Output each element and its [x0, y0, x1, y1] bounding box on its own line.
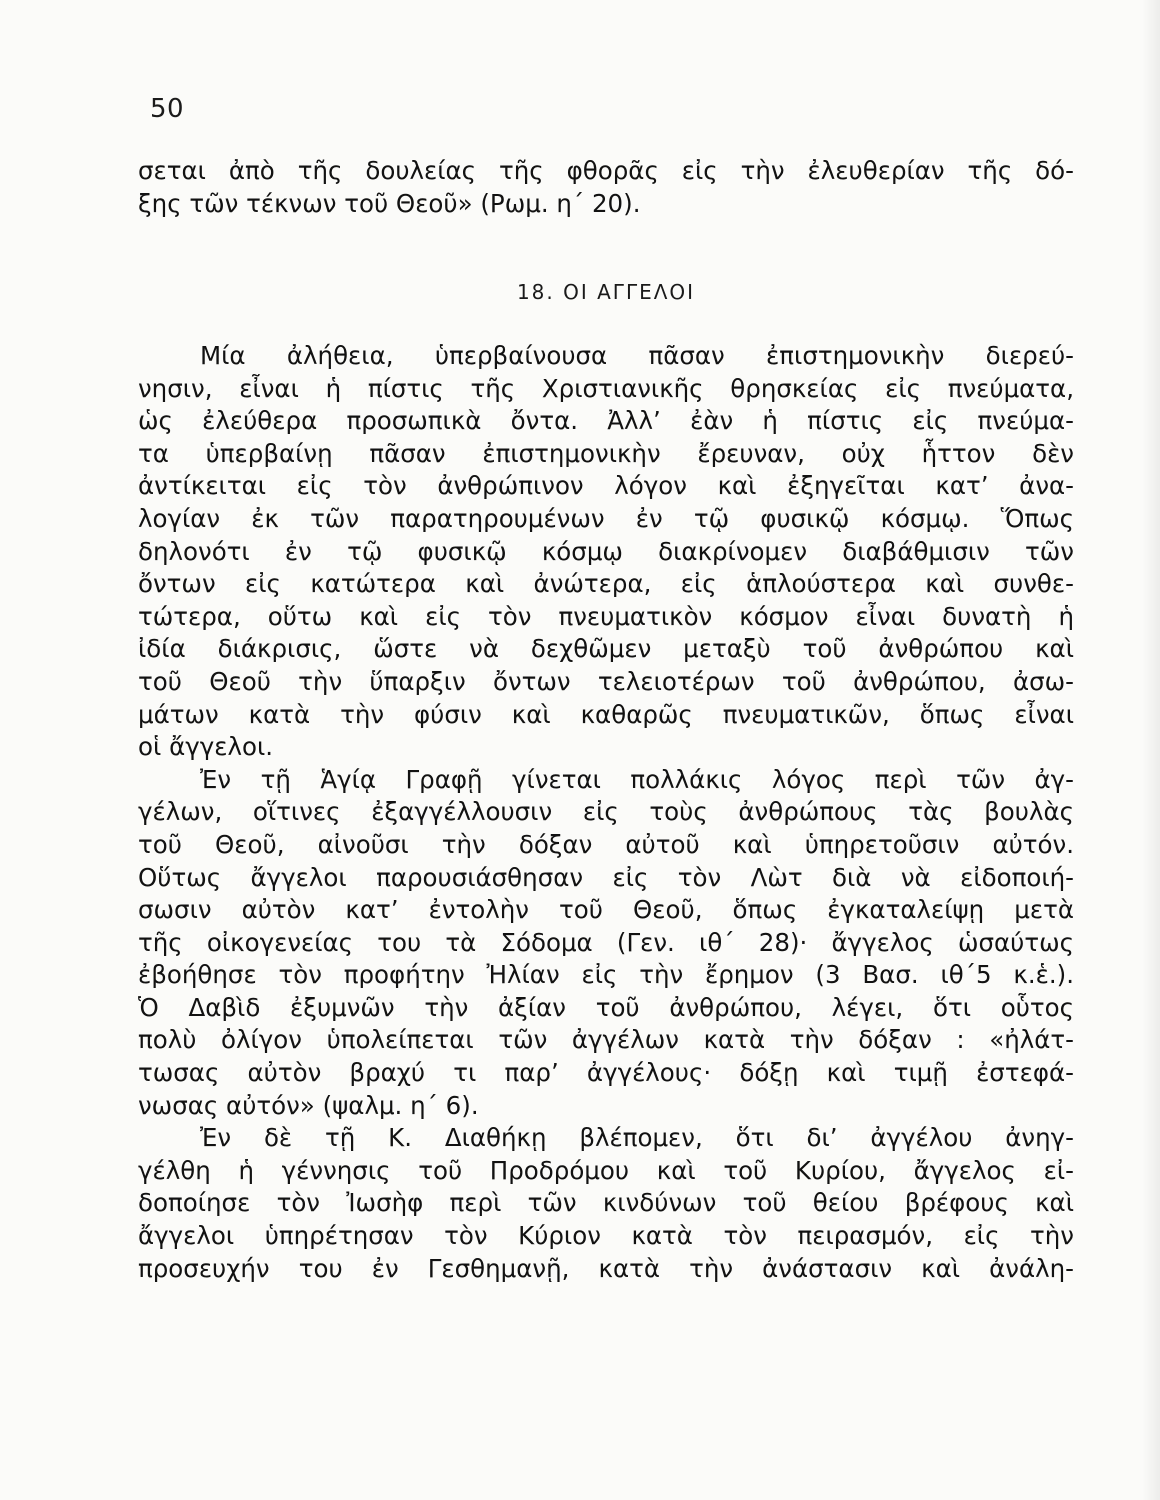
intro-text-block: [138, 155, 1074, 220]
text-line: τῆς οἰκογενείας του τὰ Σόδομα (Γεν. ιθ΄ 28)· ἄγγελος ὡσαύτως: [138, 927, 1074, 957]
text-line: Ἐν δὲ τῇ Κ. Διαθήκῃ βλέπομεν, ὅτι δι’ ἀγγέλου ἀνηγ-: [200, 1123, 1074, 1153]
text-line: ἐβοήθησε τὸν προφήτην Ἠλίαν εἰς τὴν ἔρημον (3 Βασ. ιθ΄5 κ.ἑ.).: [138, 960, 1074, 990]
text-line: τοῦ Θεοῦ, αἰνοῦσι τὴν δόξαν αὐτοῦ καὶ ὑπηρετοῦσιν αὐτόν.: [138, 829, 1074, 859]
text-line: τώτερα, οὕτω καὶ εἰς τὸν πνευματικὸν κόσμον εἶναι δυνατὴ ἡ: [138, 601, 1074, 631]
text-line: δοποίησε τὸν Ἰωσὴφ περὶ τῶν κινδύνων τοῦ θείου βρέφους καὶ: [138, 1188, 1074, 1218]
text-line: τοῦ Θεοῦ τὴν ὕπαρξιν ὄντων τελειοτέρων τοῦ ἀνθρώπου, ἀσω-: [138, 666, 1074, 696]
text-line: προσευχήν του ἐν Γεσθημανῇ, κατὰ τὴν ἀνάστασιν καὶ ἀνάλη-: [138, 1253, 1074, 1283]
text-line: λογίαν ἐκ τῶν παρατηρουμένων ἐν τῷ φυσικῷ κόσμῳ. Ὅπως: [138, 503, 1074, 533]
text-line: ὄντων εἰς κατώτερα καὶ ἀνώτερα, εἰς ἁπλούστερα καὶ συνθε-: [138, 569, 1074, 599]
text-line: Μία ἀλήθεια, ὑπερβαίνουσα πᾶσαν ἐπιστημονικὴν διερεύ-: [200, 341, 1074, 370]
page-edge-shadow: [1142, 0, 1160, 1500]
text-line: γέλθη ἡ γέννησις τοῦ Προδρόμου καὶ τοῦ Κυρίου, ἄγγελος εἰ-: [138, 1155, 1074, 1185]
text-line: ξης τῶν τέκνων τοῦ Θεοῦ» (Ρωμ. η΄ 20).: [138, 188, 641, 218]
text-line: σεται ἀπὸ τῆς δουλείας τῆς φθορᾶς εἰς τὴν ἐλευθερίαν τῆς δό-: [138, 156, 1074, 185]
text-line: ἰδία διάκρισις, ὥστε νὰ δεχθῶμεν μεταξὺ τοῦ ἀνθρώπου καὶ: [138, 634, 1074, 664]
text-line: δηλονότι ἐν τῷ φυσικῷ κόσμῳ διακρίνομεν διαβάθμισιν τῶν: [138, 536, 1074, 566]
text-line: ὡς ἐλεύθερα προσωπικὰ ὄντα. Ἀλλ’ ἐὰν ἡ πίστις εἰς πνεύμα-: [138, 406, 1074, 436]
text-line: γέλων, οἵτινες ἐξαγγέλλουσιν εἰς τοὺς ἀνθρώπους τὰς βουλὰς: [138, 797, 1074, 827]
paragraph: [138, 340, 1074, 764]
page-number: 50: [150, 94, 185, 124]
text-line: ἀντίκειται εἰς τὸν ἀνθρώπινον λόγον καὶ ἐξηγεῖται κατ’ ἀνα-: [138, 471, 1074, 501]
text-line: νωσας αὐτόν» (ψαλμ. η΄ 6).: [138, 1090, 479, 1120]
text-line: Οὕτως ἄγγελοι παρουσιάσθησαν εἰς τὸν Λὼτ διὰ νὰ εἰδοποιή-: [138, 862, 1074, 892]
section-body: [138, 340, 1074, 1285]
text-line: Ὁ Δαβὶδ ἐξυμνῶν τὴν ἀξίαν τοῦ ἀνθρώπου, λέγει, ὅτι οὗτος: [138, 992, 1074, 1022]
section-heading: 18. ΟΙ ΑΓΓΕΛΟΙ: [516, 280, 696, 304]
text-line: μάτων κατὰ τὴν φύσιν καὶ καθαρῶς πνευματικῶν, ὅπως εἶναι: [138, 699, 1074, 729]
text-line: οἱ ἄγγελοι.: [138, 732, 274, 762]
text-line: Ἐν τῇ Ἁγίᾳ Γραφῇ γίνεται πολλάκις λόγος περὶ τῶν ἀγ-: [200, 764, 1074, 794]
text-line: τωσας αὐτὸν βραχύ τι παρ’ ἀγγέλους· δόξῃ καὶ τιμῇ ἐστεφά-: [138, 1058, 1074, 1088]
text-line: τα ὑπερβαίνῃ πᾶσαν ἐπιστημονικὴν ἔρευναν, οὐχ ἧττον δὲν: [138, 438, 1074, 468]
text-line: ἄγγελοι ὑπηρέτησαν τὸν Κύριον κατὰ τὸν πειρασμόν, εἰς τὴν: [138, 1221, 1074, 1251]
text-line: σωσιν αὐτὸν κατ’ ἐντολὴν τοῦ Θεοῦ, ὅπως ἐγκαταλείψῃ μετὰ: [138, 895, 1074, 925]
paragraph: [138, 1122, 1074, 1285]
text-line: νησιν, εἶναι ἡ πίστις τῆς Χριστιανικῆς θρησκείας εἰς πνεύματα,: [138, 373, 1074, 403]
text-line: πολὺ ὀλίγον ὑπολείπεται τῶν ἀγγέλων κατὰ τὴν δόξαν : «ἠλάτ-: [138, 1025, 1074, 1055]
paragraph: [138, 764, 1074, 1123]
